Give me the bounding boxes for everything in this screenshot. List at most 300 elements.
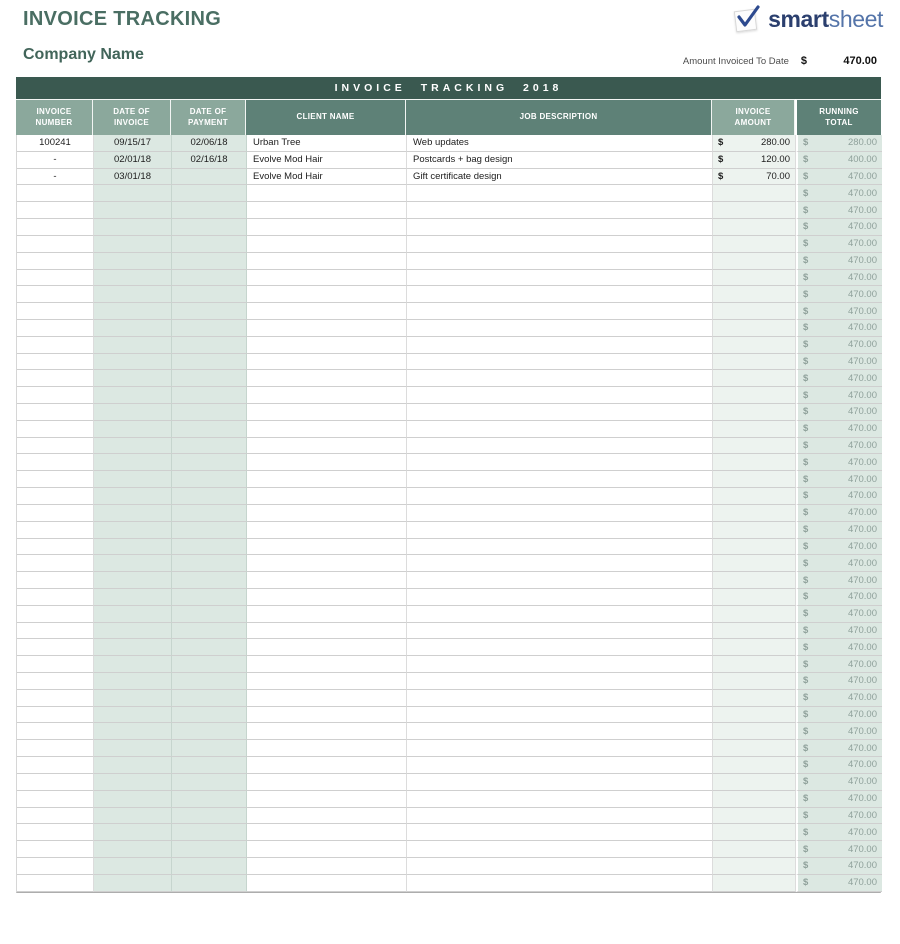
cell-job-description[interactable] [407,404,713,421]
cell-client-name[interactable] [247,723,407,740]
cell-job-description[interactable] [407,808,713,825]
cell-client-name[interactable] [247,370,407,387]
cell-date-of-payment[interactable] [172,488,247,505]
cell-running-total[interactable]: $ 470.00 [796,387,882,404]
cell-job-description[interactable] [407,454,713,471]
cell-date-of-payment[interactable] [172,875,247,892]
cell-running-total[interactable]: $ 470.00 [796,539,882,556]
cell-date-of-invoice[interactable]: 02/01/18 [94,152,172,169]
cell-invoice-amount[interactable] [713,723,796,740]
cell-date-of-payment[interactable] [172,270,247,287]
cell-date-of-payment[interactable] [172,606,247,623]
cell-invoice-number[interactable] [17,875,94,892]
cell-invoice-amount[interactable] [713,673,796,690]
cell-date-of-invoice[interactable] [94,858,172,875]
cell-invoice-amount[interactable] [713,337,796,354]
cell-running-total[interactable]: $ 470.00 [796,673,882,690]
cell-job-description[interactable] [407,589,713,606]
cell-invoice-amount[interactable] [713,555,796,572]
cell-date-of-invoice[interactable] [94,471,172,488]
cell-date-of-invoice[interactable] [94,589,172,606]
cell-invoice-number[interactable] [17,639,94,656]
cell-job-description[interactable] [407,522,713,539]
cell-running-total[interactable]: $ 400.00 [796,152,882,169]
cell-client-name[interactable] [247,303,407,320]
cell-invoice-amount[interactable] [713,606,796,623]
cell-date-of-invoice[interactable] [94,707,172,724]
cell-running-total[interactable]: $ 470.00 [796,286,882,303]
cell-date-of-invoice[interactable] [94,370,172,387]
cell-invoice-number[interactable] [17,791,94,808]
cell-invoice-number[interactable] [17,572,94,589]
cell-date-of-payment[interactable] [172,454,247,471]
cell-invoice-amount[interactable] [713,690,796,707]
cell-running-total[interactable]: $ 470.00 [796,824,882,841]
cell-job-description[interactable] [407,370,713,387]
cell-running-total[interactable]: $ 470.00 [796,858,882,875]
cell-client-name[interactable] [247,337,407,354]
cell-date-of-payment[interactable] [172,236,247,253]
cell-client-name[interactable] [247,505,407,522]
cell-date-of-payment[interactable]: 02/16/18 [172,152,247,169]
cell-client-name[interactable] [247,656,407,673]
cell-invoice-number[interactable] [17,757,94,774]
cell-date-of-invoice[interactable] [94,219,172,236]
cell-job-description[interactable] [407,606,713,623]
cell-job-description[interactable]: Postcards + bag design [407,152,713,169]
cell-job-description[interactable] [407,270,713,287]
cell-invoice-number[interactable] [17,841,94,858]
cell-invoice-number[interactable] [17,707,94,724]
cell-client-name[interactable] [247,185,407,202]
cell-running-total[interactable]: $ 470.00 [796,219,882,236]
cell-client-name[interactable]: Evolve Mod Hair [247,169,407,186]
cell-invoice-amount[interactable] [713,421,796,438]
cell-date-of-payment[interactable] [172,185,247,202]
cell-job-description[interactable] [407,421,713,438]
cell-job-description[interactable] [407,236,713,253]
cell-client-name[interactable]: Urban Tree [247,135,407,152]
cell-running-total[interactable]: $ 470.00 [796,707,882,724]
cell-date-of-invoice[interactable] [94,253,172,270]
cell-running-total[interactable]: $ 470.00 [796,791,882,808]
cell-date-of-payment[interactable] [172,623,247,640]
cell-invoice-amount[interactable] [713,791,796,808]
cell-date-of-invoice[interactable] [94,740,172,757]
cell-client-name[interactable] [247,471,407,488]
cell-date-of-payment[interactable] [172,471,247,488]
cell-job-description[interactable] [407,387,713,404]
cell-date-of-payment[interactable] [172,639,247,656]
cell-client-name[interactable] [247,539,407,556]
cell-running-total[interactable]: $ 470.00 [796,421,882,438]
cell-invoice-number[interactable] [17,623,94,640]
cell-job-description[interactable]: Web updates [407,135,713,152]
cell-client-name[interactable] [247,841,407,858]
cell-date-of-invoice[interactable] [94,875,172,892]
cell-client-name[interactable] [247,219,407,236]
cell-running-total[interactable]: $ 470.00 [796,740,882,757]
cell-running-total[interactable]: $ 470.00 [796,320,882,337]
cell-invoice-amount[interactable] [713,370,796,387]
cell-invoice-number[interactable] [17,387,94,404]
cell-date-of-invoice[interactable] [94,488,172,505]
cell-date-of-payment[interactable] [172,404,247,421]
cell-date-of-payment[interactable] [172,522,247,539]
cell-date-of-invoice[interactable] [94,572,172,589]
cell-client-name[interactable] [247,404,407,421]
cell-client-name[interactable] [247,522,407,539]
cell-job-description[interactable] [407,505,713,522]
cell-date-of-payment[interactable] [172,253,247,270]
cell-invoice-amount[interactable] [713,740,796,757]
cell-job-description[interactable] [407,539,713,556]
cell-date-of-invoice[interactable] [94,303,172,320]
cell-client-name[interactable] [247,253,407,270]
cell-date-of-invoice[interactable] [94,824,172,841]
cell-invoice-number[interactable]: 100241 [17,135,94,152]
cell-date-of-invoice[interactable] [94,606,172,623]
cell-date-of-invoice[interactable] [94,555,172,572]
cell-job-description[interactable]: Gift certificate design [407,169,713,186]
cell-date-of-invoice[interactable] [94,387,172,404]
cell-date-of-payment[interactable] [172,337,247,354]
cell-job-description[interactable] [407,438,713,455]
cell-running-total[interactable]: $ 470.00 [796,270,882,287]
cell-date-of-invoice[interactable] [94,539,172,556]
cell-client-name[interactable] [247,236,407,253]
cell-date-of-invoice[interactable] [94,320,172,337]
cell-invoice-number[interactable] [17,488,94,505]
cell-date-of-invoice[interactable] [94,522,172,539]
cell-invoice-amount[interactable] [713,286,796,303]
cell-client-name[interactable] [247,454,407,471]
cell-job-description[interactable] [407,639,713,656]
cell-client-name[interactable] [247,202,407,219]
cell-invoice-number[interactable] [17,337,94,354]
cell-date-of-payment[interactable] [172,286,247,303]
cell-invoice-amount[interactable] [713,858,796,875]
cell-date-of-invoice[interactable] [94,354,172,371]
cell-client-name[interactable] [247,875,407,892]
cell-job-description[interactable] [407,555,713,572]
cell-invoice-number[interactable] [17,656,94,673]
cell-invoice-amount[interactable] [713,185,796,202]
cell-job-description[interactable] [407,320,713,337]
cell-invoice-amount[interactable] [713,656,796,673]
cell-date-of-payment[interactable] [172,824,247,841]
cell-running-total[interactable]: $ 470.00 [796,253,882,270]
cell-invoice-number[interactable] [17,354,94,371]
cell-invoice-amount[interactable] [713,303,796,320]
cell-date-of-payment[interactable] [172,202,247,219]
cell-invoice-amount[interactable] [713,488,796,505]
cell-date-of-invoice[interactable] [94,673,172,690]
cell-date-of-payment[interactable] [172,740,247,757]
cell-job-description[interactable] [407,824,713,841]
cell-running-total[interactable]: $ 470.00 [796,774,882,791]
cell-date-of-invoice[interactable] [94,791,172,808]
cell-invoice-amount[interactable] [713,639,796,656]
cell-running-total[interactable]: $ 470.00 [796,438,882,455]
cell-invoice-number[interactable] [17,723,94,740]
cell-job-description[interactable] [407,286,713,303]
cell-invoice-amount[interactable] [713,707,796,724]
cell-invoice-amount[interactable] [713,404,796,421]
cell-client-name[interactable] [247,639,407,656]
cell-running-total[interactable]: $ 470.00 [796,169,882,186]
cell-invoice-amount[interactable] [713,253,796,270]
cell-date-of-payment[interactable] [172,723,247,740]
cell-job-description[interactable] [407,791,713,808]
cell-date-of-payment[interactable] [172,387,247,404]
cell-invoice-amount[interactable] [713,219,796,236]
cell-date-of-payment[interactable] [172,774,247,791]
cell-running-total[interactable]: $ 470.00 [796,723,882,740]
cell-date-of-payment[interactable] [172,303,247,320]
cell-invoice-amount[interactable] [713,572,796,589]
cell-date-of-payment[interactable] [172,370,247,387]
cell-invoice-number[interactable] [17,202,94,219]
cell-client-name[interactable] [247,707,407,724]
cell-running-total[interactable]: $ 470.00 [796,185,882,202]
cell-invoice-amount[interactable] [713,757,796,774]
cell-job-description[interactable] [407,875,713,892]
cell-date-of-payment[interactable] [172,539,247,556]
cell-client-name[interactable] [247,757,407,774]
cell-running-total[interactable]: $ 470.00 [796,555,882,572]
cell-invoice-amount[interactable] [713,875,796,892]
cell-running-total[interactable]: $ 470.00 [796,505,882,522]
cell-invoice-number[interactable] [17,505,94,522]
cell-job-description[interactable] [407,774,713,791]
cell-client-name[interactable] [247,824,407,841]
cell-job-description[interactable] [407,253,713,270]
cell-date-of-invoice[interactable] [94,270,172,287]
cell-job-description[interactable] [407,202,713,219]
cell-invoice-amount[interactable] [713,387,796,404]
cell-date-of-payment[interactable] [172,673,247,690]
cell-invoice-number[interactable] [17,303,94,320]
cell-invoice-number[interactable] [17,471,94,488]
cell-job-description[interactable] [407,354,713,371]
cell-job-description[interactable] [407,690,713,707]
cell-running-total[interactable]: $ 470.00 [796,841,882,858]
cell-date-of-payment[interactable] [172,757,247,774]
cell-invoice-amount[interactable]: $ 70.00 [713,169,796,186]
cell-running-total[interactable]: $ 470.00 [796,572,882,589]
cell-invoice-amount[interactable] [713,438,796,455]
cell-job-description[interactable] [407,841,713,858]
cell-date-of-invoice[interactable] [94,690,172,707]
cell-date-of-payment[interactable] [172,707,247,724]
cell-invoice-number[interactable] [17,824,94,841]
cell-client-name[interactable] [247,488,407,505]
cell-date-of-payment[interactable] [172,438,247,455]
cell-running-total[interactable]: $ 280.00 [796,135,882,152]
cell-date-of-invoice[interactable] [94,185,172,202]
cell-job-description[interactable] [407,303,713,320]
cell-date-of-payment[interactable] [172,320,247,337]
cell-date-of-invoice[interactable] [94,438,172,455]
cell-client-name[interactable] [247,690,407,707]
cell-invoice-amount[interactable] [713,270,796,287]
cell-date-of-invoice[interactable]: 03/01/18 [94,169,172,186]
cell-date-of-payment[interactable] [172,354,247,371]
cell-invoice-amount[interactable] [713,824,796,841]
cell-client-name[interactable] [247,858,407,875]
cell-invoice-amount[interactable] [713,320,796,337]
cell-running-total[interactable]: $ 470.00 [796,370,882,387]
cell-invoice-amount[interactable] [713,454,796,471]
cell-client-name[interactable] [247,320,407,337]
cell-invoice-number[interactable] [17,286,94,303]
cell-job-description[interactable] [407,185,713,202]
cell-invoice-number[interactable] [17,454,94,471]
cell-invoice-number[interactable] [17,539,94,556]
cell-client-name[interactable]: Evolve Mod Hair [247,152,407,169]
cell-invoice-number[interactable] [17,808,94,825]
cell-job-description[interactable] [407,572,713,589]
cell-date-of-invoice[interactable] [94,286,172,303]
cell-date-of-invoice[interactable] [94,236,172,253]
cell-date-of-invoice[interactable]: 09/15/17 [94,135,172,152]
cell-invoice-number[interactable] [17,589,94,606]
cell-job-description[interactable] [407,337,713,354]
cell-running-total[interactable]: $ 470.00 [796,471,882,488]
cell-client-name[interactable] [247,572,407,589]
cell-date-of-payment[interactable] [172,791,247,808]
cell-client-name[interactable] [247,589,407,606]
cell-date-of-payment[interactable] [172,421,247,438]
cell-client-name[interactable] [247,606,407,623]
cell-invoice-number[interactable] [17,858,94,875]
cell-invoice-amount[interactable] [713,539,796,556]
cell-invoice-number[interactable] [17,673,94,690]
cell-invoice-number[interactable]: - [17,169,94,186]
cell-invoice-amount[interactable] [713,471,796,488]
cell-date-of-payment[interactable] [172,589,247,606]
cell-invoice-number[interactable] [17,522,94,539]
cell-invoice-number[interactable] [17,404,94,421]
cell-date-of-invoice[interactable] [94,808,172,825]
cell-job-description[interactable] [407,656,713,673]
cell-invoice-amount[interactable] [713,841,796,858]
cell-date-of-payment[interactable] [172,841,247,858]
cell-invoice-amount[interactable] [713,354,796,371]
cell-date-of-invoice[interactable] [94,505,172,522]
cell-running-total[interactable]: $ 470.00 [796,589,882,606]
cell-running-total[interactable]: $ 470.00 [796,236,882,253]
cell-invoice-amount[interactable] [713,623,796,640]
cell-client-name[interactable] [247,555,407,572]
cell-date-of-payment[interactable] [172,690,247,707]
cell-running-total[interactable]: $ 470.00 [796,337,882,354]
cell-date-of-invoice[interactable] [94,202,172,219]
cell-invoice-amount[interactable] [713,522,796,539]
cell-date-of-invoice[interactable] [94,639,172,656]
cell-running-total[interactable]: $ 470.00 [796,202,882,219]
cell-date-of-payment[interactable] [172,808,247,825]
cell-client-name[interactable] [247,808,407,825]
cell-running-total[interactable]: $ 470.00 [796,757,882,774]
cell-invoice-number[interactable] [17,236,94,253]
cell-running-total[interactable]: $ 470.00 [796,656,882,673]
cell-date-of-payment[interactable] [172,505,247,522]
cell-invoice-amount[interactable] [713,808,796,825]
cell-invoice-number[interactable] [17,320,94,337]
cell-client-name[interactable] [247,270,407,287]
cell-running-total[interactable]: $ 470.00 [796,522,882,539]
cell-invoice-number[interactable] [17,774,94,791]
cell-date-of-invoice[interactable] [94,404,172,421]
cell-invoice-number[interactable] [17,185,94,202]
cell-date-of-invoice[interactable] [94,774,172,791]
cell-client-name[interactable] [247,286,407,303]
cell-invoice-amount[interactable]: $ 120.00 [713,152,796,169]
cell-date-of-invoice[interactable] [94,841,172,858]
cell-running-total[interactable]: $ 470.00 [796,639,882,656]
cell-invoice-number[interactable] [17,555,94,572]
cell-invoice-number[interactable] [17,690,94,707]
cell-job-description[interactable] [407,707,713,724]
cell-date-of-invoice[interactable] [94,454,172,471]
cell-running-total[interactable]: $ 470.00 [796,606,882,623]
cell-date-of-invoice[interactable] [94,723,172,740]
cell-date-of-invoice[interactable] [94,421,172,438]
cell-client-name[interactable] [247,774,407,791]
cell-job-description[interactable] [407,673,713,690]
cell-invoice-number[interactable] [17,253,94,270]
cell-date-of-payment[interactable]: 02/06/18 [172,135,247,152]
cell-invoice-number[interactable] [17,606,94,623]
cell-client-name[interactable] [247,387,407,404]
cell-running-total[interactable]: $ 470.00 [796,623,882,640]
cell-date-of-invoice[interactable] [94,623,172,640]
cell-invoice-number[interactable] [17,740,94,757]
cell-date-of-payment[interactable] [172,555,247,572]
cell-running-total[interactable]: $ 470.00 [796,354,882,371]
cell-invoice-amount[interactable]: $ 280.00 [713,135,796,152]
cell-date-of-invoice[interactable] [94,337,172,354]
cell-running-total[interactable]: $ 470.00 [796,875,882,892]
cell-invoice-amount[interactable] [713,505,796,522]
cell-date-of-payment[interactable] [172,572,247,589]
cell-running-total[interactable]: $ 470.00 [796,488,882,505]
cell-client-name[interactable] [247,623,407,640]
cell-invoice-number[interactable]: - [17,152,94,169]
cell-job-description[interactable] [407,488,713,505]
cell-job-description[interactable] [407,471,713,488]
cell-job-description[interactable] [407,858,713,875]
cell-invoice-amount[interactable] [713,589,796,606]
cell-invoice-number[interactable] [17,270,94,287]
cell-client-name[interactable] [247,740,407,757]
cell-date-of-invoice[interactable] [94,656,172,673]
cell-invoice-amount[interactable] [713,774,796,791]
cell-running-total[interactable]: $ 470.00 [796,454,882,471]
cell-client-name[interactable] [247,673,407,690]
cell-client-name[interactable] [247,354,407,371]
cell-invoice-amount[interactable] [713,236,796,253]
cell-date-of-payment[interactable] [172,169,247,186]
cell-job-description[interactable] [407,757,713,774]
cell-date-of-payment[interactable] [172,219,247,236]
cell-job-description[interactable] [407,723,713,740]
cell-client-name[interactable] [247,438,407,455]
cell-date-of-invoice[interactable] [94,757,172,774]
cell-job-description[interactable] [407,623,713,640]
